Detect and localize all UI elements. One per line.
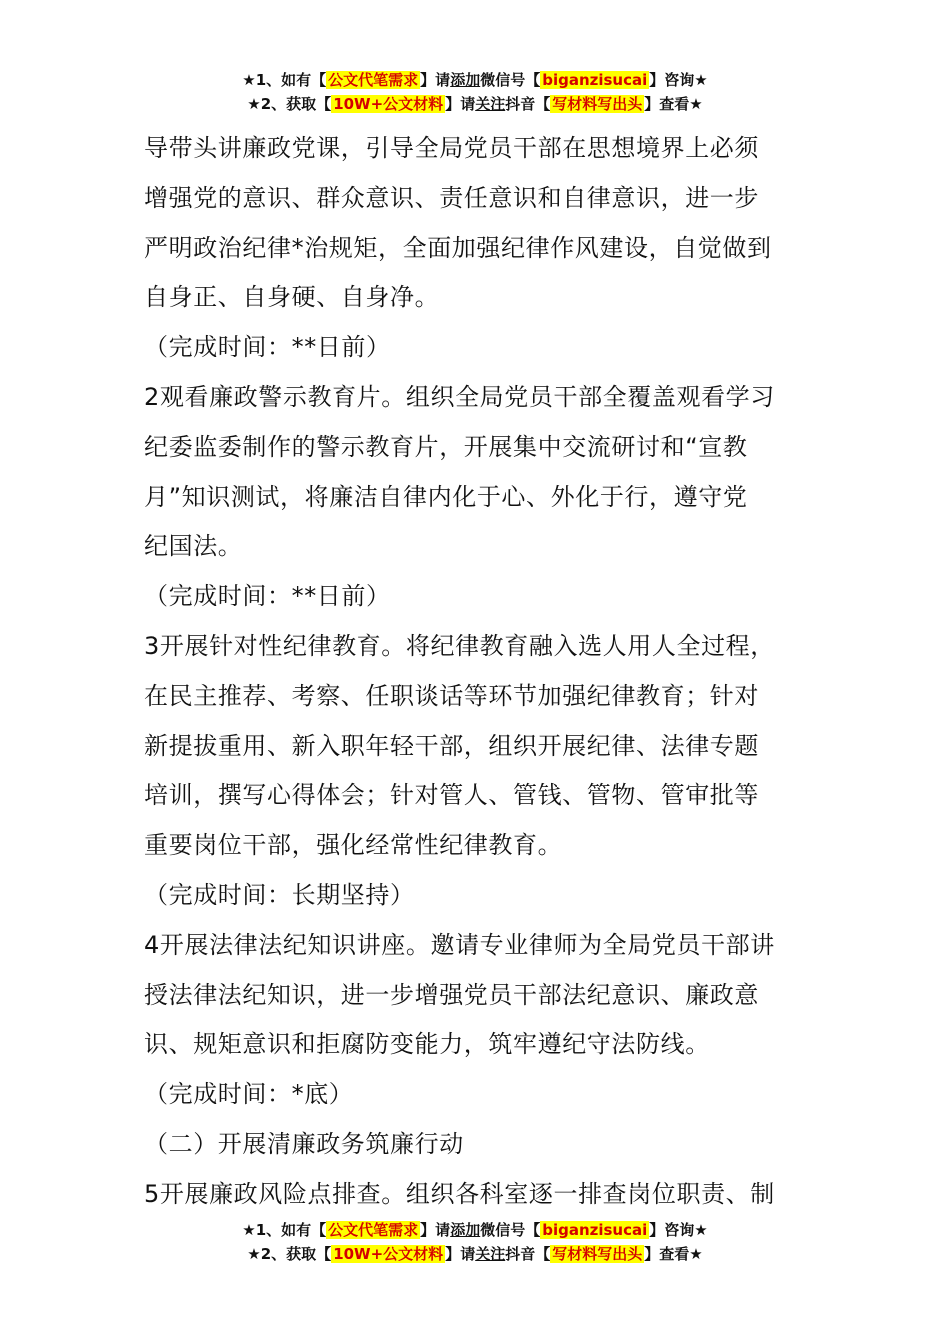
promo-text: 抖音【: [505, 1245, 551, 1263]
promo-line-1: [0, 68, 950, 92]
body-line: 授法律法纪知识，进一步增强党员干部法纪意识、廉政意: [144, 980, 759, 1009]
promo-text: 】请: [445, 1245, 476, 1263]
promo-text: 】查看★: [644, 95, 703, 113]
promo-highlight: 10W+公文材料: [333, 95, 444, 113]
header-promo-banner: [0, 68, 950, 116]
body-line: 自身正、自身硬、自身净。: [144, 283, 440, 312]
document-body: [144, 124, 809, 1220]
body-line: 月”知识测试，将廉洁自律内化于心、外化于行，遵守党: [144, 482, 748, 511]
promo-underlined: 添加: [450, 71, 481, 89]
deadline-line: （完成时间：**日前）: [144, 333, 391, 362]
promo-text: 微信号【: [480, 1221, 541, 1239]
promo-line-2: [0, 92, 950, 116]
body-line: 导带头讲廉政党课，引导全局党员干部在思想境界上必须: [144, 134, 759, 162]
footer-promo-banner: [0, 1218, 950, 1266]
promo-highlight: biganzisucai: [542, 1221, 648, 1239]
promo-line-1: [0, 1218, 950, 1242]
deadline-line: （完成时间：**日前）: [144, 582, 391, 611]
body-line: 重要岗位干部，强化经常性纪律教育。: [144, 831, 563, 860]
body-line: 增强党的意识、群众意识、责任意识和自律意识，进一步: [144, 183, 759, 212]
promo-highlight: 写材料写出头: [552, 1245, 643, 1263]
promo-highlight: biganzisucai: [542, 71, 648, 89]
promo-text: ★1、如有【: [242, 1221, 327, 1239]
body-line: 严明政治纪律*治规矩，全面加强纪律作风建设，自觉做到: [144, 233, 772, 262]
promo-text: 抖音【: [505, 95, 551, 113]
body-line: 在民主推荐、考察、任职谈话等环节加强纪律教育；针对: [144, 681, 759, 710]
promo-text: ★2、获取【: [247, 1245, 332, 1263]
promo-text: 】查看★: [644, 1245, 703, 1263]
promo-highlight: 公文代笔需求: [328, 1221, 419, 1239]
body-line: 培训，撰写心得体会；针对管人、管钱、管物、管审批等: [144, 781, 759, 810]
promo-text: ★2、获取【: [247, 95, 332, 113]
deadline-line: （完成时间：*底）: [144, 1080, 354, 1109]
promo-text: 】咨询★: [649, 71, 708, 89]
promo-highlight: 写材料写出头: [552, 95, 643, 113]
promo-highlight: 10W+公文材料: [333, 1245, 444, 1263]
body-line: 纪国法。: [144, 532, 243, 561]
body-line: 纪委监委制作的警示教育片，开展集中交流研讨和“宣教: [144, 432, 748, 461]
body-line: 4开展法律法纪知识讲座。邀请专业律师为全局党员干部讲: [144, 930, 775, 959]
body-line: 识、规矩意识和拒腐防变能力，筑牢遵纪守法防线。: [144, 1030, 710, 1059]
body-line: 5开展廉政风险点排查。组织各科室逐一排查岗位职责、制: [144, 1179, 775, 1208]
promo-underlined: 添加: [450, 1221, 481, 1239]
promo-text: 】请: [420, 71, 451, 89]
promo-underlined: 关注: [475, 1245, 506, 1263]
promo-line-2: [0, 1242, 950, 1266]
body-line: 3开展针对性纪律教育。将纪律教育融入选人用人全过程，: [144, 631, 775, 660]
promo-text: ★1、如有【: [242, 71, 327, 89]
promo-text: 微信号【: [480, 71, 541, 89]
promo-text: 】请: [420, 1221, 451, 1239]
body-line: 2观看廉政警示教育片。组织全局党员干部全覆盖观看学习: [144, 382, 775, 411]
promo-underlined: 关注: [475, 95, 506, 113]
section-heading: （二）开展清廉政务筑廉行动: [144, 1129, 464, 1158]
body-line: 新提拔重用、新入职年轻干部，组织开展纪律、法律专题: [144, 731, 759, 760]
deadline-line: （完成时间：长期坚持）: [144, 880, 415, 909]
promo-highlight: 公文代笔需求: [328, 71, 419, 89]
promo-text: 】请: [445, 95, 476, 113]
promo-text: 】咨询★: [649, 1221, 708, 1239]
